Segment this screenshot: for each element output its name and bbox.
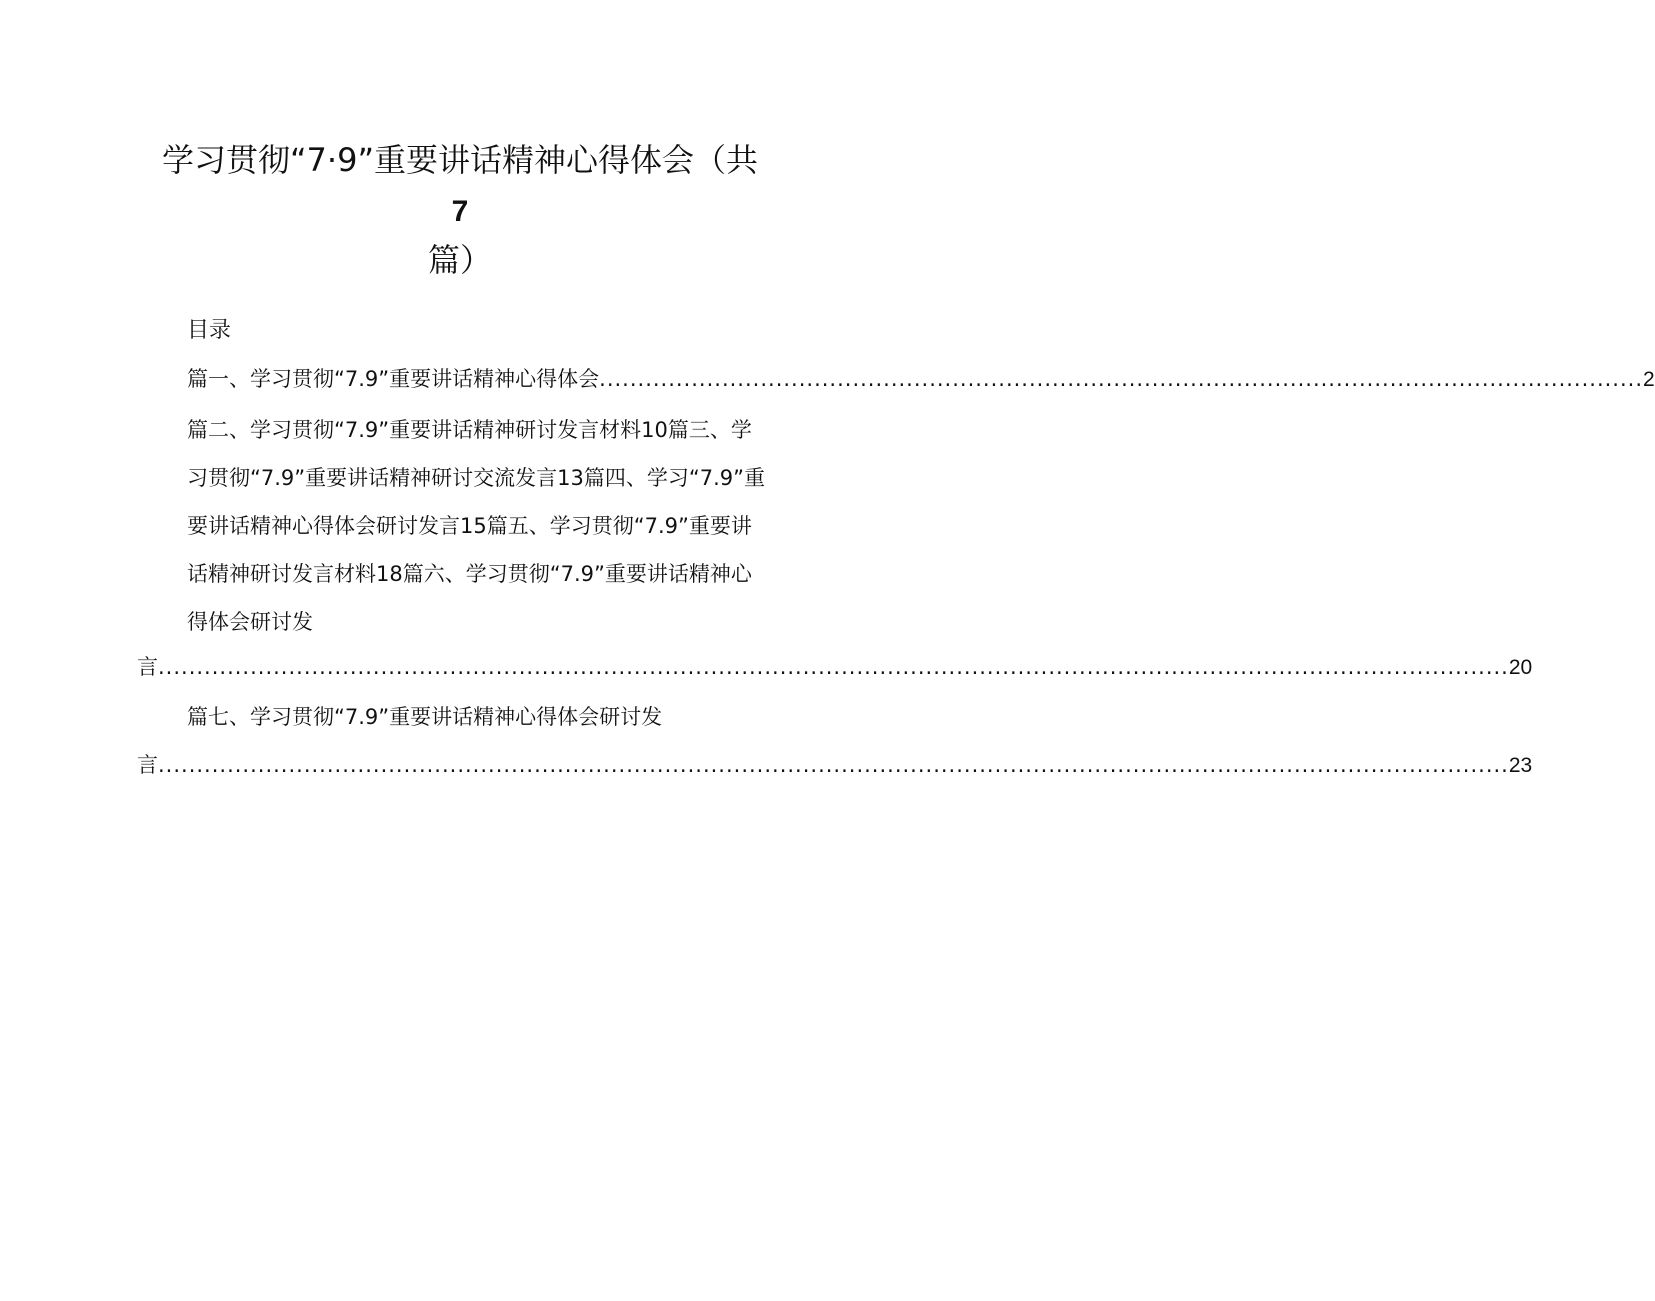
toc-block-tail[interactable] [137, 652, 1533, 683]
toc-entry-1-text: 篇一、学习贯彻“7.9”重要讲话精神心得体会 [187, 367, 600, 391]
toc-entry-7-tail-text: 言 [137, 753, 158, 777]
toc-entry-7-tail[interactable] [137, 750, 1533, 781]
toc-block-line: 话精神研讨发言材料18篇六、学习贯彻“7.9”重要讲话精神心 [187, 562, 752, 586]
toc-block-line: 篇二、学习贯彻“7.9”重要讲话精神研讨发言材料10篇三、学 [187, 418, 752, 442]
toc-leader-dots: ................................................................................................................................................................................ [158, 655, 1509, 679]
toc-heading: 目录 [187, 318, 232, 343]
toc-entry-7-text[interactable]: 篇七、学习贯彻“7.9”重要讲话精神心得体会研讨发 [187, 705, 663, 729]
toc-block-line: 要讲话精神心得体会研讨发言15篇五、学习贯彻“7.9”重要讲 [187, 514, 752, 538]
document-title-line-2: 7 [451, 195, 469, 228]
toc-leader-dots: ................................................................................................................................................................................ [158, 753, 1509, 777]
toc-combined-entries[interactable] [187, 406, 787, 646]
toc-leader-dots: ........................................................................................................................................ [599, 367, 1643, 391]
toc-block-tail-page: 20 [1508, 656, 1533, 679]
toc-block-line: 习贯彻“7.9”重要讲话精神研讨交流发言13篇四、学习“7.9”重 [187, 466, 766, 490]
toc-entry-1-page: 2 [1643, 368, 1655, 391]
toc-block-tail-text: 言 [137, 655, 158, 679]
document-title-line-3: 篇） [427, 241, 492, 279]
toc-block-line: 得体会研讨发 [187, 610, 313, 634]
document-title-line-1: 学习贯彻“7·9”重要讲话精神心得体会（共 [161, 141, 759, 179]
toc-entry-1[interactable] [187, 364, 1655, 395]
toc-entry-7-page: 23 [1508, 754, 1533, 777]
